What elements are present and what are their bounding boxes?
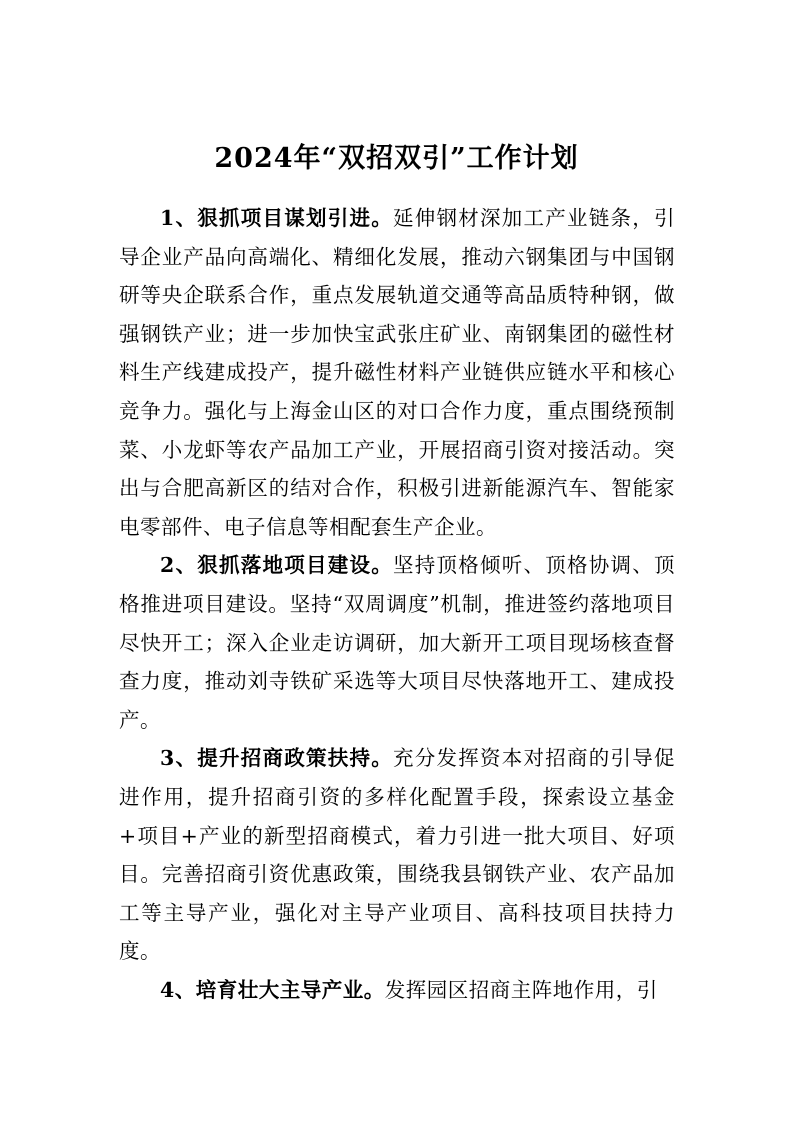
document-title: 2024年“双招双引”工作计划 bbox=[214, 143, 579, 174]
paragraph-4 bbox=[119, 971, 675, 1010]
paragraph-3 bbox=[119, 739, 675, 971]
paragraph-2-heading: 2、狠抓落地项目建设。 bbox=[160, 553, 394, 578]
paragraph-3-text: 充分发挥资本对招商的引导促进作用，提升招商引资的多样化配置手段，探索设立基金+项目+产业的新型招商模式，着力引进一批大项目、好项目。完善招商引资优惠政策，围绕我县钢铁产业、农产品加工等主导产业，强化对主导产业项目、高科技项目扶持力度。 bbox=[119, 746, 676, 964]
paragraph-1-heading: 1、狠抓项目谋划引进。 bbox=[160, 206, 394, 230]
paragraph-4-heading: 4、培育壮大主导产业。 bbox=[160, 977, 385, 1002]
paragraph-4-text: 发挥园区招商主阵地作用，引 bbox=[384, 977, 658, 1002]
document-body bbox=[119, 199, 675, 1009]
paragraph-2 bbox=[119, 546, 675, 739]
paragraph-1 bbox=[119, 199, 675, 546]
paragraph-2-text: 坚持顶格倾听、顶格协调、顶格推进项目建设。坚持“双周调度”机制，推进签约落地项目尽快开工；深入企业走访调研，加大新开工项目现场核查督查力度，推动刘寺铁矿采选等大项目尽快落地开工、建成投产。 bbox=[119, 553, 676, 732]
paragraph-1-text: 延伸钢材深加工产业链条，引导企业产品向高端化、精细化发展，推动六钢集团与中国钢研等央企联系合作，重点发展轨道交通等高品质特种钢，做强钢铁产业；进一步加快宝武张庄矿业、南钢集团的磁性材料生产线建成投产，提升磁性材料产业链供应链水平和核心竞争力。强化与上海金山区的对口合作力度，重点围绕预制菜、小龙虾等农产品加工产业，开展招商引资对接活动。突出与合肥高新区的结对合作，积极引进新能源汽车、智能家电零部件、电子信息等相配套生产企业。 bbox=[119, 206, 676, 539]
paragraph-3-heading: 3、提升招商政策扶持。 bbox=[160, 746, 394, 771]
